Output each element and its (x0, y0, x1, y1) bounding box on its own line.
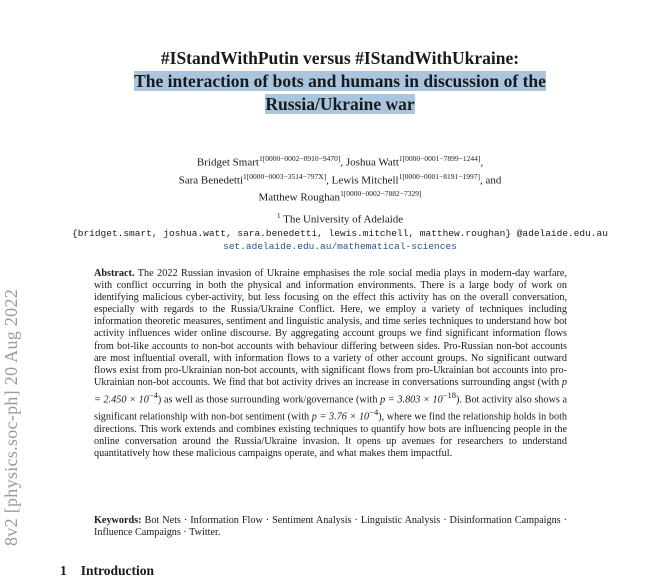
title-line-2: The interaction of bots and humans in discussion of the (134, 71, 546, 91)
affiliation (40, 209, 640, 253)
title-line-3: Russia/Ukraine war (265, 94, 415, 114)
author-emails: {bridget.smart, joshua.watt, sara.benedetti, lewis.mitchell, matthew.roughan} @adelaide.edu.au (72, 227, 608, 239)
p-exponent: −18 (442, 389, 457, 400)
keywords (94, 515, 567, 539)
author-orcid: 1[0000−0001−7899−1244] (398, 154, 481, 163)
section-title: Introduction (80, 563, 155, 578)
title-line-1: #IStandWithPutin versus #IStandWithUkraine: (160, 48, 520, 68)
author-orcid: 1[0000−0002−0910−9470] (258, 154, 341, 163)
abstract (94, 268, 567, 460)
abstract-text: The 2022 Russian invasion of Ukraine emphasises the role social media plays in modern-day warfare, with conflict occurring in both the physical and information environments. There is a large body of work on identifying malicious cyber-activity, but less focusing on the effect this activity has on the overall conversation, especially with regards to the Russia/Ukraine Conflict. Here, we employ a variety of techniques including information theoretic measures, sentiment and linguistic analysis, and time series techniques to understand how bot activity influences wider online discourse. By aggregating account groups we find significant information flows from bot-like accounts to non-bot accounts with behaviour differing between sides. Pro-Russian non-bot accounts are most influential overall, with information flows to a variety of other account groups. No significant outward flows exist from pro-Ukrainian non-bot accounts, with significant flows from pro-Ukrainian bot accounts into pro-Ukrainian non-bot accounts. We find that bot activity drives an increase in conversations surrounding angst (with (94, 268, 567, 388)
p-value: p = 3.803 × 10 (380, 394, 443, 406)
author-name: Bridget Smart (196, 156, 259, 169)
abstract-label: Abstract. (94, 268, 135, 279)
author-name: Matthew Roughan (258, 191, 341, 204)
department-url[interactable]: set.adelaide.edu.au/mathematical-sciences (223, 240, 457, 252)
affiliation-marker: 1 (276, 211, 281, 220)
section-number: 1 (60, 563, 67, 578)
p-exponent: −4 (369, 407, 379, 418)
p-value: p = 3.76 × 10 (311, 411, 370, 423)
section-heading (60, 563, 154, 579)
keywords-label: Keywords: (94, 515, 142, 526)
author-name: Joshua Watt (345, 156, 399, 169)
author-orcid: 1[0000−0003−3514−797X] (243, 171, 327, 181)
author-conjunction: , and (480, 174, 502, 187)
abstract-text: ), where we find the relationship holds in both directions. This work extends and combines existing techniques to quantify how bots are influencing people in the online conversation around the Russia/Ukraine invasion. It opens up avenues for researchers to understand quantitatively how these malicious campaigns operate, and what makes them impactful. (94, 411, 567, 460)
p-exponent: −4 (148, 389, 158, 400)
abstract-text: ) as well as those surrounding work/governance (with (157, 394, 381, 406)
p-value: p = 2.450 × 10 (94, 376, 567, 406)
paper-title (60, 47, 620, 116)
arxiv-stamp: 8v2 [physics.soc-ph] 20 Aug 2022 (1, 288, 21, 546)
author-name: Sara Benedetti (178, 174, 244, 187)
institution: The University of Adelaide (283, 213, 404, 226)
author-orcid: 1[0000−0001−8191−1997] (398, 171, 480, 181)
abstract-text: ). Bot activity also shows a significant relationship with non-bot sentiment (with (94, 394, 567, 423)
author-name: Lewis Mitchell (331, 174, 399, 187)
author-list: Bridget Smart$^{1[0000-0002-0910-9470]}$, Joshua Watt$^{1[0000-0001-7899-1244]}$, Sara Benedetti$^{1[0000-0003-3514-797X]}$, Lewis Mitchell$^{1[0000-0001-8191-1997]}$, and Matthew Roughan$^{1[0000-0002-7882-7329]}$ (178, 154, 502, 204)
keywords-text: Bot Nets · Information Flow · Sentiment Analysis · Linguistic Analysis · Disinformation Campaigns · Influence Campaigns · Twitter. (94, 515, 567, 539)
author-orcid: 1[0000−0002−7882−7329] (340, 189, 422, 199)
